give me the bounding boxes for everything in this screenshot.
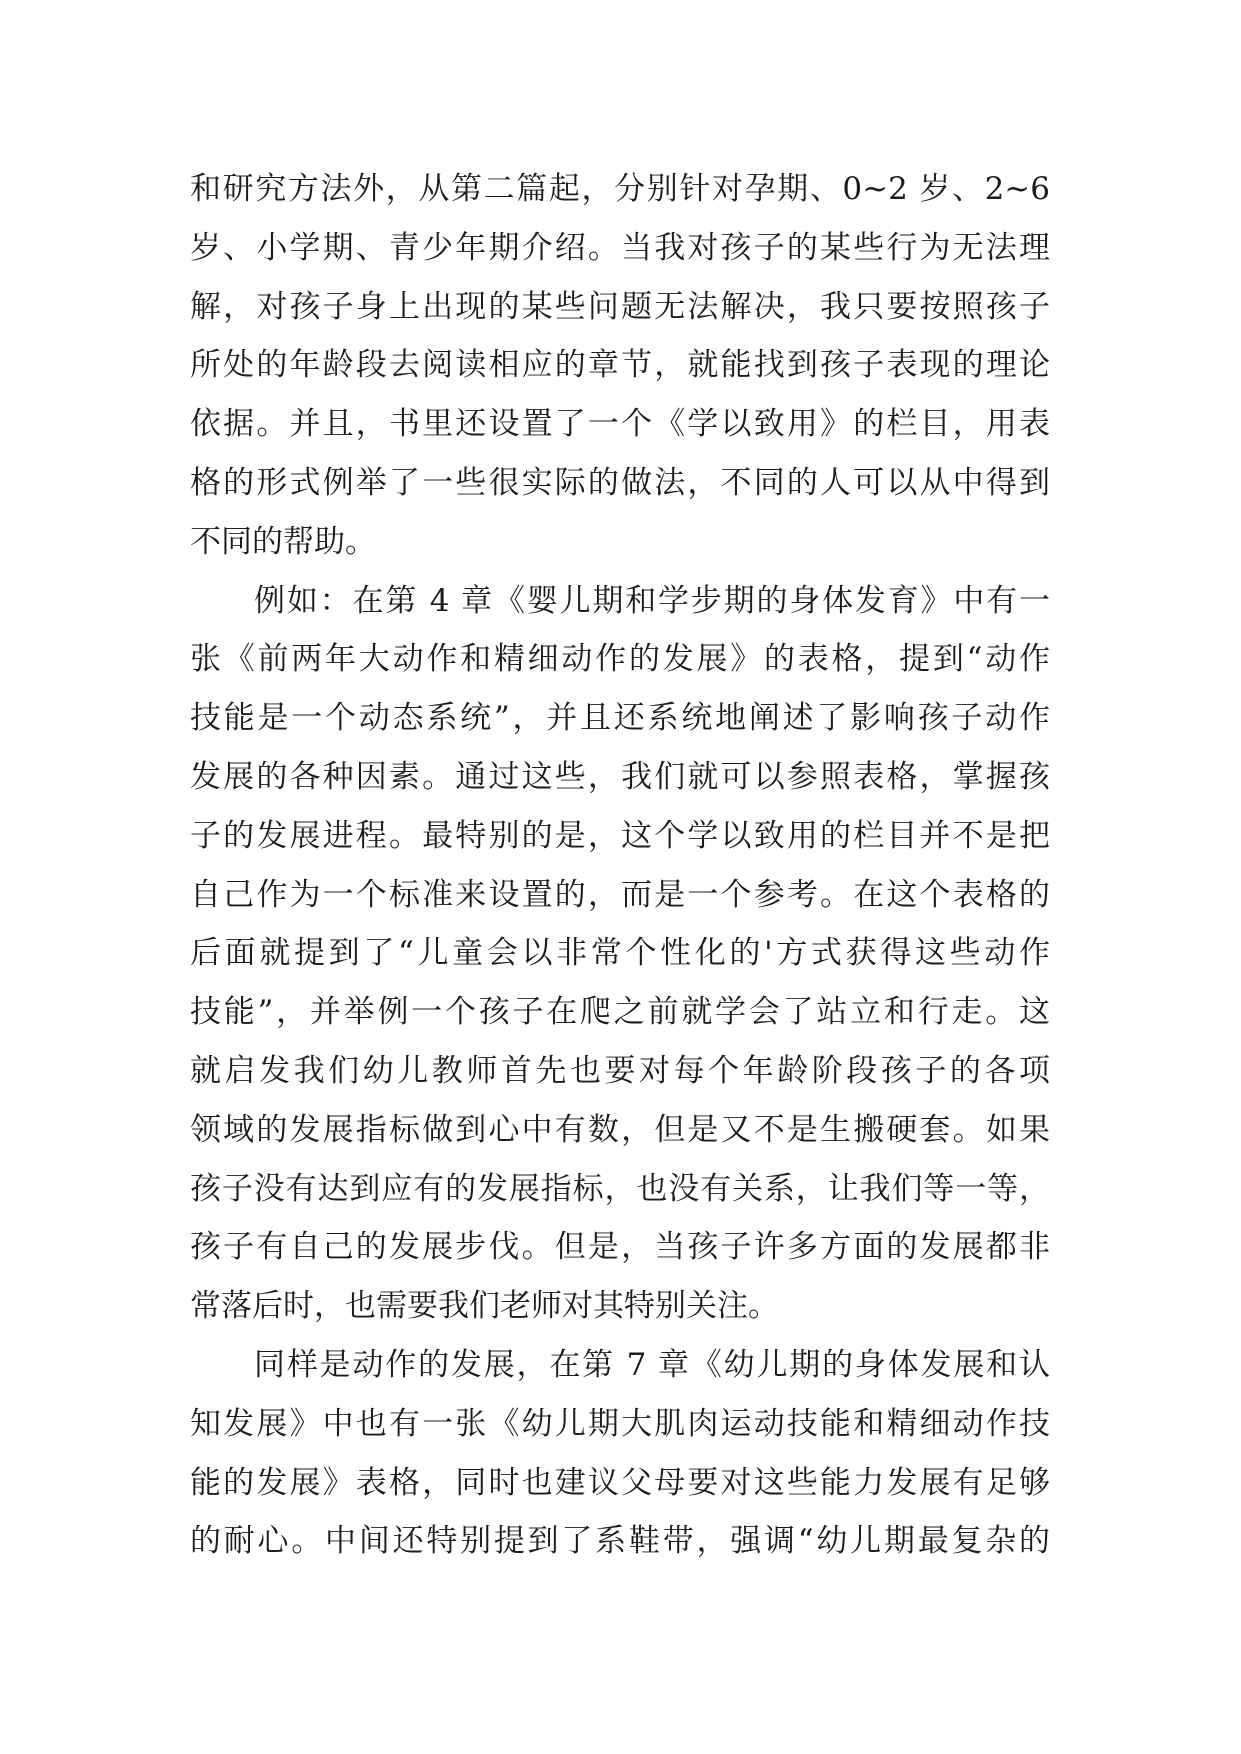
body-text	[190, 160, 1050, 1571]
text-line: 技能”，并举例一个孩子在爬之前就学会了站立和行走。这	[190, 994, 1050, 1031]
text-line: 不同的帮助。	[190, 523, 376, 560]
text-line: 解，对孩子身上出现的某些问题无法解决，我只要按照孩子	[190, 288, 1050, 325]
text-line: 所处的年龄段去阅读相应的章节，就能找到孩子表现的理论	[190, 347, 1050, 384]
text-line: 孩子没有达到应有的发展指标，也没有关系，让我们等一等，	[190, 1170, 1050, 1207]
text-line: 孩子有自己的发展步伐。但是，当孩子许多方面的发展都非	[190, 1229, 1050, 1266]
text-line: 就启发我们幼儿教师首先也要对每个年龄阶段孩子的各项	[190, 1052, 1050, 1089]
text-line: 能的发展》表格，同时也建议父母要对这些能力发展有足够	[190, 1464, 1050, 1501]
text-line: 发展的各种因素。通过这些，我们就可以参照表格，掌握孩	[190, 758, 1050, 795]
text-line: 技能是一个动态系统”，并且还系统地阐述了影响孩子动作	[190, 700, 1050, 737]
text-line: 常落后时，也需要我们老师对其特别关注。	[190, 1288, 779, 1325]
text-line: 依据。并且，书里还设置了一个《学以致用》的栏目，用表	[190, 406, 1050, 443]
text-line: 张《前两年大动作和精细动作的发展》的表格，提到“动作	[190, 641, 1050, 678]
text-line: 格的形式例举了一些很实际的做法，不同的人可以从中得到	[190, 464, 1050, 501]
text-line: 领域的发展指标做到心中有数，但是又不是生搬硬套。如果	[190, 1111, 1050, 1148]
paragraph-start-line: 例如：在第 4 章《婴儿期和学步期的身体发育》中有一	[254, 582, 1050, 619]
text-line: 岁、小学期、青少年期介绍。当我对孩子的某些行为无法理	[190, 229, 1050, 266]
text-line: 的耐心。中间还特别提到了系鞋带，强调“幼儿期最复杂的	[190, 1523, 1050, 1560]
text-line: 自己作为一个标准来设置的，而是一个参考。在这个表格的	[190, 876, 1050, 913]
text-line: 后面就提到了“儿童会以非常个性化的'方式获得这些动作	[190, 935, 1050, 972]
paragraph-start-line: 同样是动作的发展，在第 7 章《幼儿期的身体发展和认	[254, 1346, 1050, 1383]
text-line: 子的发展进程。最特别的是，这个学以致用的栏目并不是把	[190, 817, 1050, 854]
text-line: 知发展》中也有一张《幼儿期大肌肉运动技能和精细动作技	[190, 1405, 1050, 1442]
text-line: 和研究方法外，从第二篇起，分别针对孕期、0~2 岁、2~6	[190, 171, 1050, 207]
